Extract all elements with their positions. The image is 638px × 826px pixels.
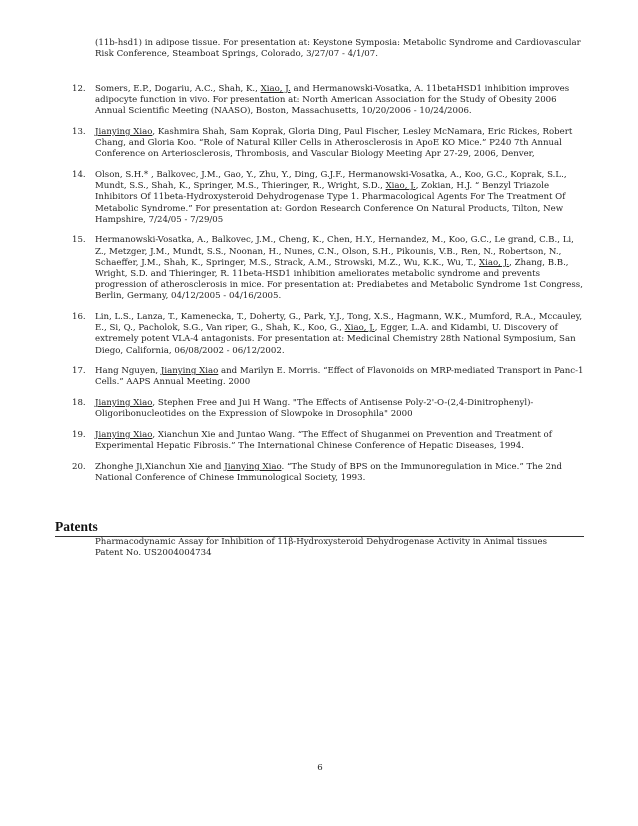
highlighted-author: Jianying Xiao bbox=[95, 429, 153, 440]
entry-authors: Hang Nguyen, bbox=[95, 366, 161, 377]
entry-number: 19. bbox=[72, 429, 86, 440]
entry-text bbox=[95, 127, 587, 161]
highlighted-author: Xiao, J. bbox=[344, 323, 375, 334]
highlighted-author: Jianying Xiao bbox=[95, 127, 153, 137]
list-item bbox=[72, 84, 587, 118]
entry-authors: Lin, L.S., Lanza, T., Kamenecka, T., Doherty, G., Park, Y.J., Tong, X.S., Hagmann, W.K., Mumford, R.A., Mccauley, E., Si, Q., Pacholok, S.G., Van riper, G., Shah, K., Koo, G., bbox=[95, 312, 583, 334]
patent-entry bbox=[95, 537, 585, 559]
entry-details: . “The Study of BPS on the Immunoregulation in Mice.” The 2nd National Conference of Chinese Immunological Society, 1993. bbox=[95, 461, 563, 483]
list-item bbox=[72, 312, 587, 357]
entry-text bbox=[95, 366, 587, 388]
patent-title: Pharmacodynamic Assay for Inhibition of 11β-Hydroxysteroid Dehydrogenase Activity in Animal tissues bbox=[95, 537, 548, 547]
entry-details: , Stephen Free and Jui H Wang. "The Effects of Antisense Poly-2'-O-(2,4-Dinitrophenyl)-Oligoribonucleotides on the Expression of Slowpoke in Drosophila" 2000 bbox=[95, 398, 534, 420]
list-item bbox=[72, 366, 587, 388]
entry-details: , Zhang, B.B., Wright, S.D. and Thieringer, R. 11beta-HSD1 inhibition ameliorates metabolic syndrome and prevents progression of atherosclerosis in mice. For presentation at: Prediabetes and Metabolic Syndrome 1st Congress, Berlin, Germany, 04/12/2005 - 04/16/2005. bbox=[95, 257, 583, 302]
entry-authors: Zhonghe Ji,Xianchun Xie and bbox=[95, 461, 225, 472]
highlighted-author: Jianying Xiao bbox=[160, 366, 219, 377]
entry-text bbox=[95, 430, 587, 452]
entry-details: , Kashmira Shah, Sam Koprak, Gloria Ding, Paul Fischer, Lesley McNamara, Eric Rickes, Robert Chang, and Gloria Koo. “Role of Natural Killer Cells in Atherosclerosis in ApoE KO Mice.” P240 7th Annual Conference on Arteriosclerosis, Thrombosis, and Vascular Biology Meeting Apr 27-29, 2006, Denver, bbox=[95, 127, 573, 160]
list-item bbox=[72, 430, 587, 452]
list-item bbox=[72, 235, 587, 302]
entry-number: 17. bbox=[72, 366, 86, 377]
entry-text bbox=[95, 170, 587, 226]
entry-number: 12. bbox=[72, 84, 86, 94]
entry-authors: Somers, E.P., Dogariu, A.C., Shah, K., bbox=[95, 84, 261, 94]
entry-number: 14. bbox=[72, 170, 86, 180]
patent-number: Patent No. US2004004734 bbox=[95, 548, 212, 559]
entry-text bbox=[95, 398, 587, 420]
entry-text bbox=[95, 312, 587, 357]
entry-details: and Marilyn E. Morris. “Effect of Flavonoids on MRP-mediated Transport in Panc-1 Cells.” AAPS Annual Meeting. 2000 bbox=[95, 366, 584, 388]
entry-number: 18. bbox=[72, 398, 86, 409]
entry-details: , Egger, L.A. and Kidambi, U. Discovery of extremely potent VLA-4 antagonists. For presentation at: Medicinal Chemistry 28th National Symposium, San Diego, California, 06/08/2002 - 06/12/2002. bbox=[95, 323, 576, 356]
entry-details: , Xianchun Xie and Juntao Wang. “The Effect of Shuganmei on Prevention and Treatment of Experimental Hepatic Fibrosis.” The International Chinese Conference of Hepatic Diseases, 1994. bbox=[95, 429, 552, 452]
page-number: 6 bbox=[317, 763, 323, 773]
entry-number: 13. bbox=[72, 127, 86, 137]
highlighted-author: Xiao, J. bbox=[478, 257, 510, 268]
patents-heading: Patents bbox=[55, 519, 584, 537]
highlighted-author: Jianying Xiao bbox=[224, 461, 282, 472]
list-item bbox=[72, 462, 587, 484]
entry-authors: Hermanowski-Vosatka, A., Balkovec, J.M., Cheng, K., Chen, H.Y., Hernandez, M., Koo, G.C., Le grand, C.B., Li, Z., Metzger, J.M., Mundt, S.S., Noonan, H., Nunes, C.N., Olson, S.H., Pikounis, V.B., Ren, N., Robertson, N., Schaeffer, J.M., Shah, K., Springer, M.S., Strack, A.M., Strowski, M.Z., Wu, K.K., Wu, T., bbox=[95, 235, 574, 268]
entry-details: and Hermanowski-Vosatka, A. 11betaHSD1 inhibition improves adipocyte function in vivo. For presentation at: North American Association for the Study of Obesity 2006 Annual Scientific Meeting (NAASO), Boston, Massachusetts, 10/20/2006 - 10/24/2006. bbox=[95, 84, 570, 117]
entry-number: 20. bbox=[72, 461, 86, 472]
entry-text bbox=[95, 84, 587, 118]
presentations-list bbox=[72, 84, 587, 493]
entry-number: 15. bbox=[72, 235, 86, 246]
list-item bbox=[72, 170, 587, 226]
entry-number: 16. bbox=[72, 312, 86, 323]
entry-details: , Zokian, H.J. “ Benzyl Triazole Inhibitors Of 11beta-Hydroxysteroid Dehydrogenase Type 1. Pharmacological Agents For The Treatment Of Metabolic Syndrome.” For presentation at: Gordon Research Conference On Natural Products, Tilton, New Hampshire, 7/24/05 - 7/29/05 bbox=[95, 181, 566, 225]
highlighted-author: Xiao, J. bbox=[385, 181, 416, 192]
list-item bbox=[72, 127, 587, 161]
entry-text bbox=[95, 235, 587, 302]
continued-entry: (11b-hsd1) in adipose tissue. For presentation at: Keystone Symposia: Metabolic Syndrome and Cardiovascular Risk Conference, Steamboat Springs, Colorado, 3/27/07 - 4/1/07. bbox=[95, 38, 581, 60]
entry-text bbox=[95, 462, 587, 484]
highlighted-author: Jianying Xiao bbox=[95, 398, 153, 409]
entry-authors: Olson, S.H.* , Balkovec, J.M., Gao, Y., Zhu, Y., Ding, G.J.F., Hermanowski-Vosatka, A., Koo, G.C., Koprak, S.L., Mundt, S.S., Shah, K., Springer, M.S., Thieringer, R., Wright, S.D., bbox=[95, 170, 567, 192]
list-item bbox=[72, 398, 587, 420]
highlighted-author: Xiao, J. bbox=[260, 84, 291, 94]
